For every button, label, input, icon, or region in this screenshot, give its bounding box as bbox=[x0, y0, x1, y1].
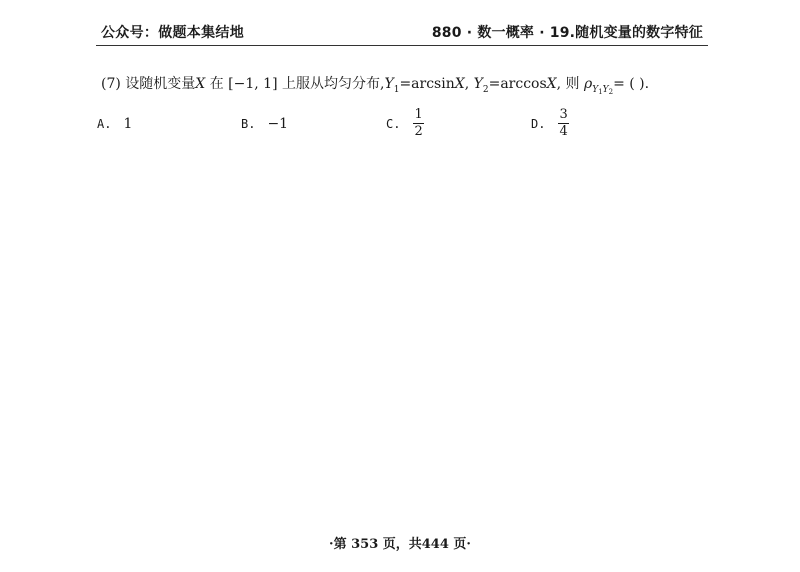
header-source-label: 公众号：做题本集结地 bbox=[101, 25, 244, 41]
option-c-numerator: 1 bbox=[414, 107, 423, 122]
rho-subscript: Y1Y2 bbox=[592, 85, 614, 96]
arccos-fn: arccos bbox=[500, 76, 547, 92]
option-b bbox=[241, 116, 288, 132]
variable-x: X bbox=[195, 76, 206, 92]
arcsin-fn: arcsin bbox=[411, 76, 455, 92]
option-c-fraction bbox=[412, 108, 424, 139]
option-c bbox=[386, 108, 425, 139]
question-stem bbox=[101, 74, 649, 94]
y2-subscript: 2 bbox=[482, 85, 489, 95]
arcsin-arg: X bbox=[454, 76, 465, 92]
equals-sign: = bbox=[399, 76, 412, 92]
question-number: (7) bbox=[101, 76, 121, 92]
option-c-letter: C. bbox=[386, 116, 401, 131]
header-chapter-title: 880 · 数一概率 · 19.随机变量的数字特征 bbox=[431, 25, 703, 41]
arccos-arg: X bbox=[546, 76, 557, 92]
question-text-4: , 则 bbox=[556, 76, 580, 92]
option-d-fraction bbox=[557, 108, 569, 139]
page-footer: ·第 353 页，共444 页· bbox=[329, 537, 471, 552]
equals-sign-2: = bbox=[488, 76, 501, 92]
y1-symbol: Y bbox=[384, 76, 394, 92]
interval: [−1, 1] bbox=[228, 76, 278, 92]
separator: , bbox=[464, 76, 470, 92]
question-text-3: 上服从均匀分布, bbox=[282, 76, 385, 92]
option-d-numerator: 3 bbox=[559, 107, 568, 122]
option-a-value: 1 bbox=[123, 116, 133, 132]
option-d-denominator: 4 bbox=[559, 124, 568, 139]
question-text-1: 设随机变量 bbox=[125, 76, 196, 92]
option-a bbox=[97, 116, 132, 132]
option-b-letter: B. bbox=[241, 117, 256, 131]
answer-blank: = ( ). bbox=[613, 76, 650, 92]
option-d bbox=[531, 108, 570, 139]
option-b-value: −1 bbox=[267, 116, 289, 132]
option-a-letter: A. bbox=[97, 117, 112, 131]
y1-subscript: 1 bbox=[393, 85, 400, 95]
rho-symbol: ρ bbox=[584, 76, 593, 92]
option-c-denominator: 2 bbox=[414, 124, 423, 139]
header-divider bbox=[96, 45, 708, 46]
y2-symbol: Y bbox=[473, 76, 483, 92]
question-text-2: 在 bbox=[209, 76, 224, 92]
option-d-letter: D. bbox=[531, 116, 546, 131]
